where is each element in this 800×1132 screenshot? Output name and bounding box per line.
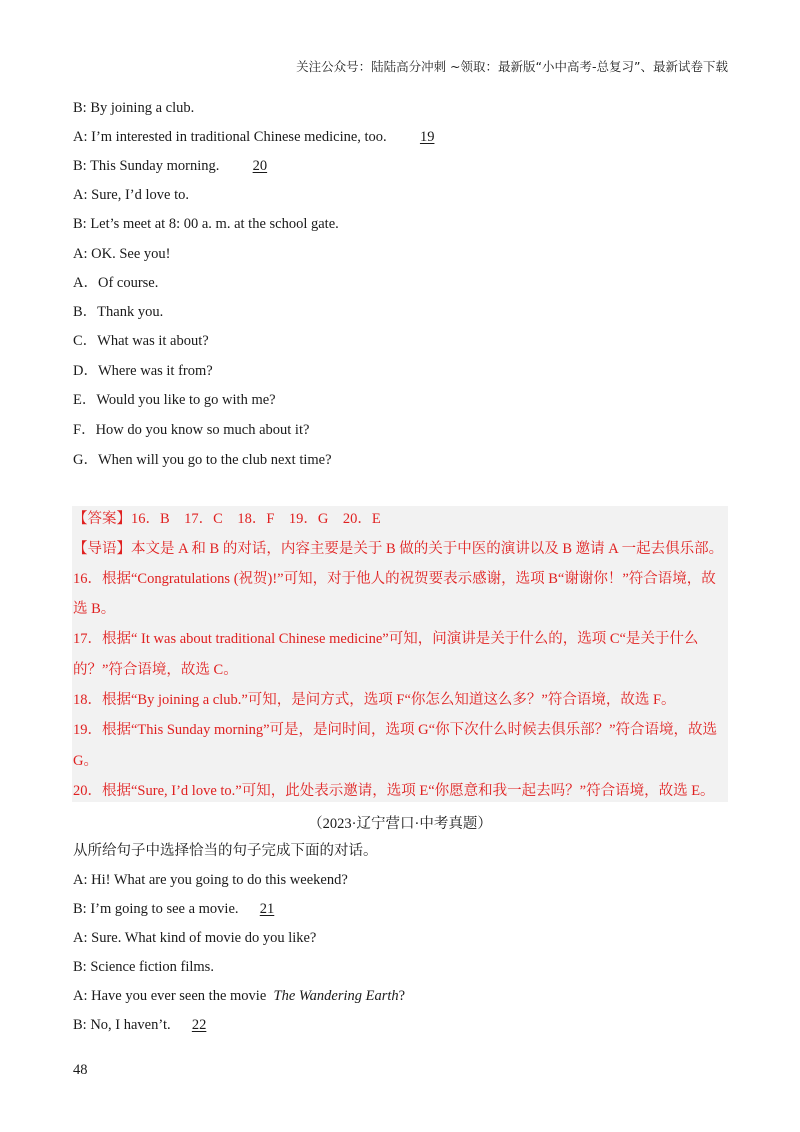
explanation-16: 16．根据“Congratulations (祝贺)!”可知，对于他人的祝贺要表示感谢，选项 B“谢谢你！”符合语境，故: [73, 571, 716, 587]
page-number: 48: [73, 1062, 88, 1078]
answer-blank-22[interactable]: 22: [191, 1017, 207, 1033]
dialogue-text: B: I’m going to see a movie.: [73, 901, 239, 917]
dialogue-line: B: Let’s meet at 8: 00 a. m. at the school gate.: [73, 216, 339, 232]
dialogue-line: B: By joining a club.: [73, 100, 195, 116]
option-e: E．Would you like to go with me?: [73, 392, 276, 408]
option-c: C．What was it about?: [73, 333, 209, 349]
dialogue-line: B: Science fiction films.: [73, 959, 214, 975]
explanation-19: 19．根据“This Sunday morning”可是，是问时间，选项 G“你下次什么时候去俱乐部？”符合语境，故选: [73, 722, 718, 738]
guide-text: 【导语】本文是 A 和 B 的对话，内容主要是关于 B 做的关于中医的演讲以及 B 邀请 A 一起去俱乐部。: [73, 541, 724, 557]
dialogue-text: A: Have you ever seen the movie: [73, 988, 267, 1004]
dialogue-line: [73, 128, 440, 146]
dialogue-text: B: No, I haven’t.: [73, 1017, 171, 1033]
dialogue-line: A: Hi! What are you going to do this weekend?: [73, 872, 348, 888]
dialogue-line: [73, 1016, 214, 1034]
movie-title: The Wandering Earth: [273, 988, 399, 1004]
option-b: B．Thank you.: [73, 304, 164, 320]
explanation-18: 18．根据“By joining a club.”可知，是问方式，选项 F“你怎么知道这么多？”符合语境，故选 F。: [73, 692, 676, 708]
dialogue-line: A: Sure. What kind of movie do you like?: [73, 930, 317, 946]
option-d: D．Where was it from?: [73, 363, 213, 379]
explanation-17: 17．根据“ It was about traditional Chinese medicine”可知，问演讲是关于什么的，选项 C“是关于什么: [73, 631, 699, 647]
dialogue-text: B: This Sunday morning.: [73, 158, 220, 174]
dialogue-text: A: I’m interested in traditional Chinese medicine, too.: [73, 129, 387, 145]
dialogue-line: A: OK. See you!: [73, 246, 171, 262]
question-source: （2023·辽宁营口·中考真题）: [308, 816, 492, 832]
answer-blank-21[interactable]: 21: [259, 901, 275, 917]
option-f: F．How do you know so much about it?: [73, 422, 310, 438]
answer-blank-20[interactable]: 20: [252, 158, 268, 174]
explanation-17-cont: 的？”符合语境，故选 C。: [73, 662, 238, 678]
dialogue-line: [73, 900, 282, 918]
page-header: 关注公众号：陆陆高分冲刺 ~领取：最新版“小中高考-总复习”、最新试卷下载: [296, 59, 728, 74]
dialogue-line: [73, 987, 405, 1005]
explanation-19-cont: G。: [73, 753, 98, 769]
answer-blank-19[interactable]: 19: [419, 129, 435, 145]
question-mark: ?: [398, 988, 406, 1004]
question-instruction: 从所给句子中选择恰当的句子完成下面的对话。: [73, 843, 378, 859]
answer-key: 【答案】16．B 17．C 18．F 19．G 20．E: [73, 511, 381, 527]
option-g: G．When will you go to the club next time?: [73, 452, 332, 468]
option-a: A．Of course.: [73, 275, 159, 291]
dialogue-line: [73, 157, 279, 175]
dialogue-line: A: Sure, I’d love to.: [73, 187, 189, 203]
explanation-16-cont: 选 B。: [73, 601, 116, 617]
explanation-20: 20．根据“Sure, I’d love to.”可知，此处表示邀请，选项 E“你愿意和我一起去吗？”符合语境，故选 E。: [73, 783, 715, 799]
